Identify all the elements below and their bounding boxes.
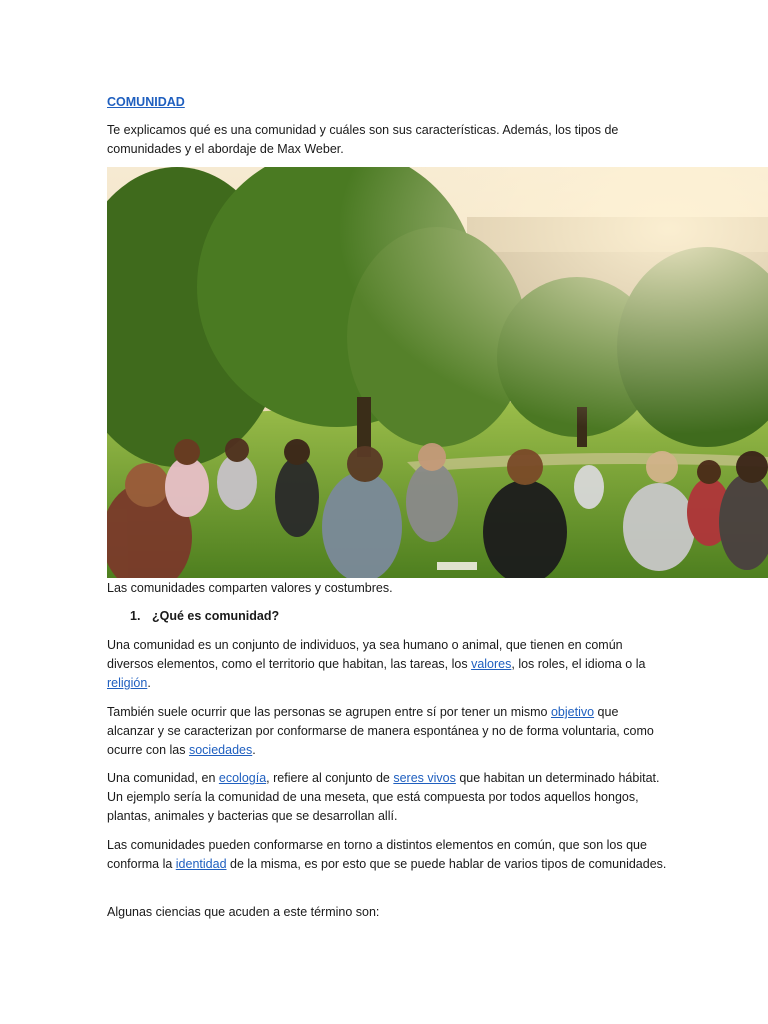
- community-park-photo: [107, 167, 768, 578]
- link-objetivo[interactable]: objetivo: [550, 705, 595, 719]
- paragraph-grouping: [107, 703, 667, 760]
- paragraph-text: Las comunidades pueden conformarse en torno a distintos elementos en común, que son los que conforma la: [107, 838, 647, 871]
- intro-paragraph: Te explicamos qué es una comunidad y cuáles son sus características. Además, los tipos de comunidades y el abordaje de Max Weber.: [107, 123, 619, 156]
- link-valores[interactable]: valores: [471, 657, 512, 671]
- paragraph-text: , refiere al conjunto de: [266, 771, 394, 785]
- link-ecologia[interactable]: ecología: [218, 771, 267, 785]
- paragraph-text: , los roles, el idioma o la: [511, 657, 646, 671]
- paragraph-text: .: [252, 743, 256, 757]
- image-caption: Las comunidades comparten valores y costumbres.: [107, 581, 393, 595]
- paragraph-text: También suele ocurrir que las personas se agrupen entre sí por tener un mismo: [107, 705, 551, 719]
- section-number: 1.: [130, 609, 141, 623]
- link-sociedades[interactable]: sociedades: [188, 743, 253, 757]
- section-heading: [130, 607, 279, 626]
- paragraph-text: que habitan un determinado hábitat. Un ejemplo sería la comunidad de una meseta, que está compuesta por todos aquellos hongos, plantas, animales y bacterias que se desarrollan allí.: [107, 771, 660, 823]
- link-religion[interactable]: religión: [107, 676, 148, 690]
- paragraph-sciences: Algunas ciencias que acuden a este término son:: [107, 905, 380, 919]
- paragraph-text: Una comunidad es un conjunto de individuos, ya sea humano o animal, que tienen en común diversos elementos, como el territorio que habitan, las tareas, los: [107, 638, 623, 671]
- paragraph-ecology: [107, 769, 667, 826]
- paragraph-identity: [107, 836, 667, 874]
- paragraph-text: .: [147, 676, 151, 690]
- link-identidad[interactable]: identidad: [175, 857, 227, 871]
- paragraph-text: que alcanzar y se caracterizan por conformarse de manera espontánea y no de forma voluntaria, como ocurre con las: [107, 705, 654, 757]
- document-title-link[interactable]: COMUNIDAD: [107, 95, 185, 109]
- section-heading-text: ¿Qué es comunidad?: [152, 609, 280, 623]
- paragraph-text: Una comunidad, en: [107, 771, 219, 785]
- paragraph-text: de la misma, es por esto que se puede hablar de varios tipos de comunidades.: [226, 857, 667, 871]
- link-seres-vivos[interactable]: seres vivos: [393, 771, 456, 785]
- paragraph-definition: [107, 636, 667, 693]
